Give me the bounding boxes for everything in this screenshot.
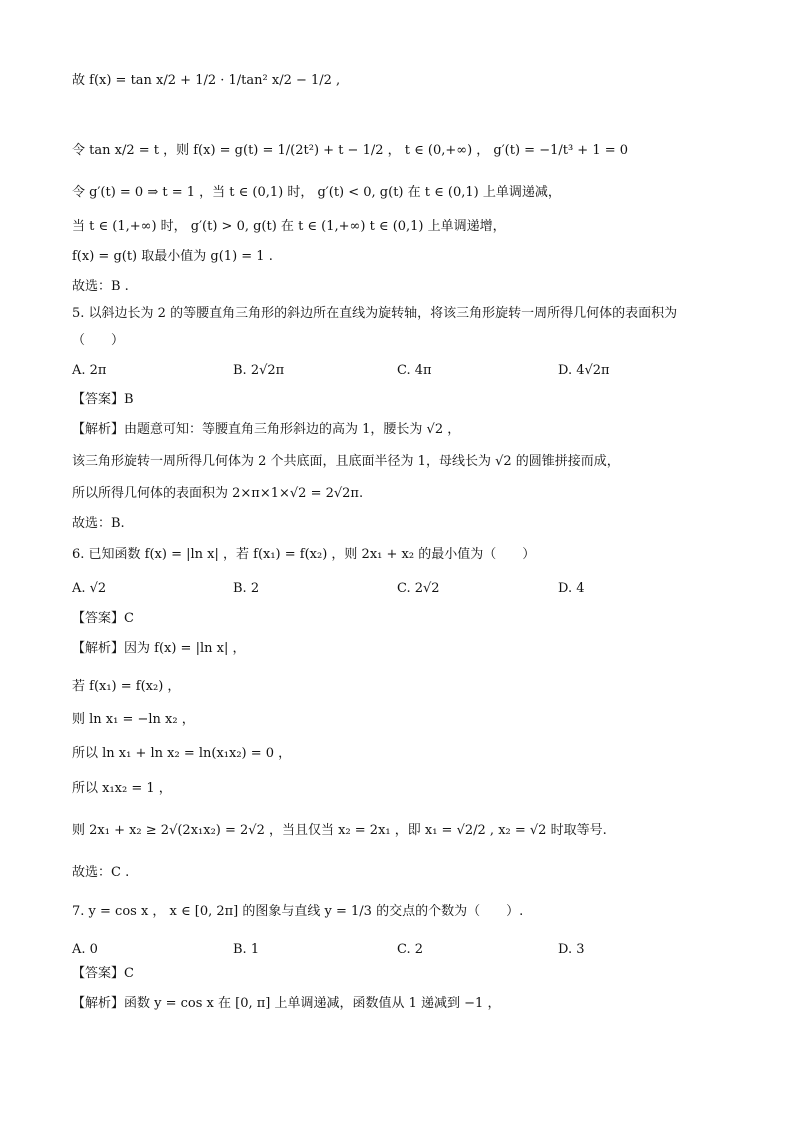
question-6-option-b: B. 2	[233, 581, 260, 596]
question-6-explanation-4: 所以 ln x₁ + ln x₂ = ln(x₁x₂) = 0 ，	[72, 746, 292, 761]
question-5-explanation-1: 【解析】由题意可知：等腰直角三角形斜边的高为 1，腰长为 √2 ，	[72, 422, 461, 437]
solution-line-4: 当 t ∈ (1,+∞) 时， g′(t) > 0, g(t) 在 t ∈ (1,+∞) t ∈ (0,1) 上单调递增，	[72, 219, 506, 234]
question-5-stem: 5. 以斜边长为 2 的等腰直角三角形的斜边所在直线为旋转轴，将该三角形旋转一周所得几何体的表面积为	[72, 306, 678, 321]
solution-line-5: f(x) = g(t) 取最小值为 g(1) = 1 .	[72, 249, 273, 264]
question-6-option-c: C. 2√2	[397, 581, 440, 596]
question-7-answer: 【答案】C	[72, 966, 134, 981]
question-6-explanation-3: 则 ln x₁ = −ln x₂ ，	[72, 712, 195, 727]
question-5-explanation-2: 该三角形旋转一周所得几何体为 2 个共底面，且底面半径为 1，母线长为 √2 的圆锥拼接而成，	[72, 454, 620, 469]
question-5-explanation-3: 所以所得几何体的表面积为 2×π×1×√2 = 2√2π.	[72, 486, 364, 501]
question-5-option-c: C. 4π	[397, 363, 432, 378]
question-5-option-b: B. 2√2π	[233, 363, 285, 378]
question-6-option-d: D. 4	[558, 581, 585, 596]
question-6-explanation-7: 故选：C .	[72, 865, 130, 880]
question-5-option-d: D. 4√2π	[558, 363, 610, 378]
solution-line-2: 令 tan x/2 = t ，则 f(x) = g(t) = 1/(2t²) + t − 1/2 ， t ∈ (0,+∞) ， g′(t) = −1/t³ + 1 = 0	[72, 143, 629, 158]
question-6-option-a: A. √2	[72, 581, 107, 596]
question-6-explanation-5: 所以 x₁x₂ = 1 ，	[72, 781, 172, 796]
question-5-blank: （ ）	[72, 333, 125, 348]
question-7-option-b: B. 1	[233, 942, 260, 957]
question-6-answer: 【答案】C	[72, 611, 134, 626]
solution-line-6: 故选：B .	[72, 279, 129, 294]
question-5-option-a: A. 2π	[72, 363, 107, 378]
question-6-stem: 6. 已知函数 f(x) = |ln x| ，若 f(x₁) = f(x₂) ，则 2x₁ + x₂ 的最小值为（ ）	[72, 547, 536, 562]
question-7-option-a: A. 0	[72, 942, 98, 957]
question-5-answer: 【答案】B	[72, 392, 134, 407]
question-7-option-c: C. 2	[397, 942, 424, 957]
question-6-explanation-1: 【解析】因为 f(x) = |ln x| ，	[72, 641, 246, 656]
question-7-stem: 7. y = cos x ， x ∈ [0, 2π] 的图象与直线 y = 1/3 的交点的个数为（ ）.	[72, 904, 524, 919]
question-6-explanation-2: 若 f(x₁) = f(x₂) ，	[72, 679, 181, 694]
question-7-option-d: D. 3	[558, 942, 585, 957]
solution-line-3: 令 g′(t) = 0 ⇒ t = 1 ，当 t ∈ (0,1) 时， g′(t) < 0, g(t) 在 t ∈ (0,1) 上单调递减，	[72, 185, 561, 200]
question-5-explanation-4: 故选：B.	[72, 516, 125, 531]
question-7-explanation-1: 【解析】函数 y = cos x 在 [0, π] 上单调递减，函数值从 1 递减到 −1 ，	[72, 996, 501, 1011]
question-6-explanation-6: 则 2x₁ + x₂ ≥ 2√(2x₁x₂) = 2√2 ，当且仅当 x₂ = 2x₁ ，即 x₁ = √2/2 , x₂ = √2 时取等号.	[72, 823, 607, 838]
solution-line-1: 故 f(x) = tan x/2 + 1/2 · 1/tan² x/2 − 1/2 ,	[72, 73, 341, 88]
